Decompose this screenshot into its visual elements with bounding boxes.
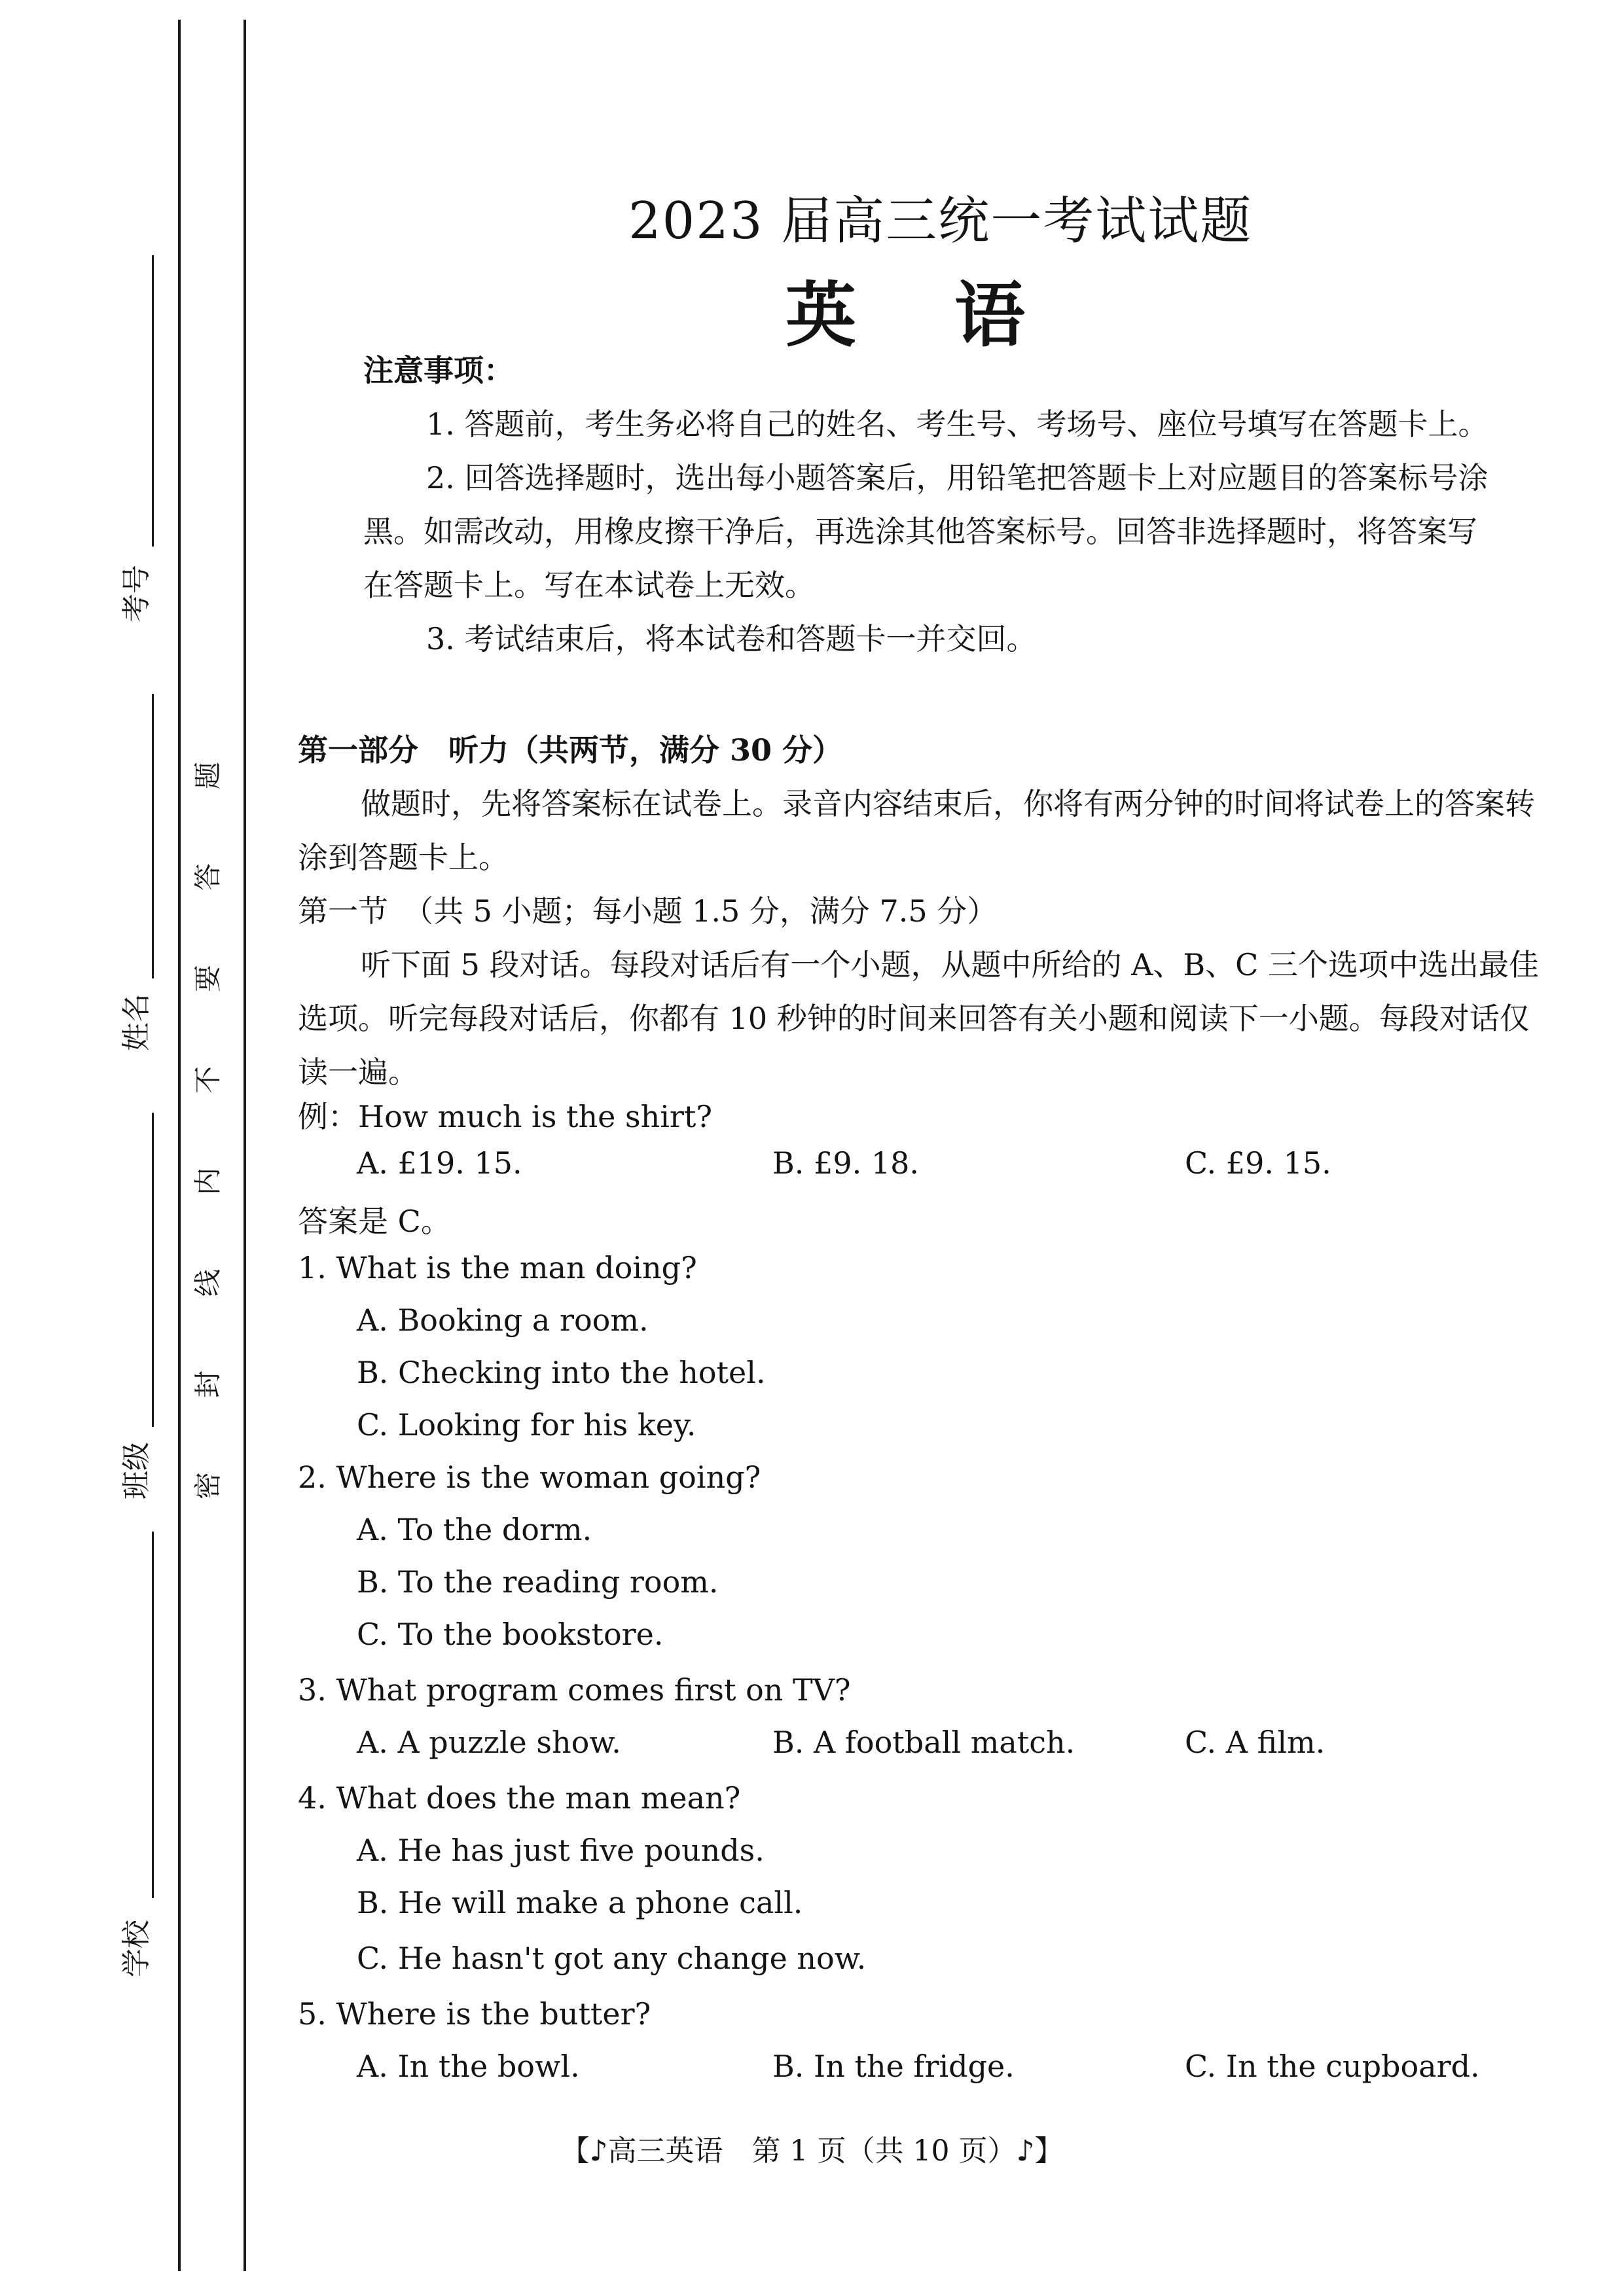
notice-section (363, 344, 1489, 666)
notice-heading: 注意事项： (363, 353, 514, 388)
question-option-a: A. To the dorm. (357, 1512, 592, 1547)
notice-item-3: 3. 考试结束后，将本试卷和答题卡一并交回。 (426, 621, 1037, 656)
page-footer: 【♪高三英语 第 1 页（共 10 页）♪】 (560, 2134, 1064, 2168)
subject-title: 英语 (785, 274, 1124, 357)
question-option-a: A. Booking a room. (357, 1302, 649, 1338)
exam-number-fill-line[interactable] (152, 255, 154, 547)
question-option-c: C. To the bookstore. (357, 1617, 664, 1652)
binding-line-outer (178, 20, 181, 2271)
part1-section (298, 723, 1542, 1099)
question-option-a: A. In the bowl. (357, 2049, 580, 2084)
question-option-a: A. A puzzle show. (357, 1725, 621, 1760)
name-label: 姓名 (120, 994, 153, 1051)
seal-char-8: 密 (192, 1472, 224, 1500)
example-option-b: B. £9. 18. (772, 1145, 919, 1181)
question-stem: 4. What does the man mean? (298, 1780, 741, 1816)
seal-char-5: 内 (192, 1168, 224, 1196)
question-option-b: B. To the reading room. (357, 1564, 719, 1600)
question-stem: 3. What program comes first on TV? (298, 1672, 851, 1708)
class-fill-line[interactable] (152, 1113, 154, 1427)
example-option-a: A. £19. 15. (357, 1145, 522, 1181)
part1-heading: 第一部分 听力（共两节，满分 30 分） (298, 732, 843, 768)
question-stem: 5. Where is the butter? (298, 1996, 651, 2032)
seal-char-7: 封 (192, 1371, 224, 1399)
seal-char-4: 不 (192, 1066, 224, 1094)
binding-line-inner (244, 20, 246, 2271)
question-option-a: A. He has just five pounds. (357, 1833, 765, 1868)
exam-title: 2023 届高三统一考试试题 (628, 192, 1253, 251)
question-option-c: C. Looking for his key. (357, 1407, 696, 1443)
seal-char-2: 答 (192, 863, 224, 891)
part1-intro: 做题时，先将答案标在试卷上。录音内容结束后，你将有两分钟的时间将试卷上的答案转涂到答题卡上。 (298, 786, 1535, 875)
question-option-c: C. In the cupboard. (1185, 2049, 1480, 2084)
seal-char-1: 题 (192, 762, 224, 790)
example-answer: 答案是 C。 (298, 1204, 451, 1239)
question-option-b: B. He will make a phone call. (357, 1885, 803, 1920)
question-option-c: C. A film. (1185, 1725, 1326, 1760)
question-option-b: B. A football match. (772, 1725, 1075, 1760)
example-option-c: C. £9. 15. (1185, 1145, 1331, 1181)
example-question: 例：How much is the shirt? (298, 1099, 713, 1134)
question-option-b: B. In the fridge. (772, 2049, 1015, 2084)
seal-char-6: 线 (192, 1269, 224, 1297)
section1-intro: 听下面 5 段对话。每段对话后有一个小题，从题中所给的 A、B、C 三个选项中选出最佳选项。听完每段对话后，你都有 10 秒钟的时间来回答有关小题和阅读下一小题。每段对话仅读一遍。 (298, 947, 1539, 1090)
class-label: 班级 (120, 1442, 153, 1499)
question-option-b: B. Checking into the hotel. (357, 1355, 766, 1390)
question-option-c: C. He hasn't got any change now. (357, 1941, 867, 1976)
seal-char-3: 要 (192, 965, 224, 993)
exam-number-label: 考号 (120, 565, 153, 622)
notice-item-1: 1. 答题前，考生务必将自己的姓名、考生号、考场号、座位号填写在答题卡上。 (426, 406, 1489, 442)
question-stem: 2. Where is the woman going? (298, 1460, 761, 1495)
question-stem: 1. What is the man doing? (298, 1250, 697, 1285)
school-label: 学校 (120, 1920, 153, 1977)
notice-item-2: 2. 回答选择题时，选出每小题答案后，用铅笔把答题卡上对应题目的答案标号涂黑。如需改动，用橡皮擦干净后，再选涂其他答案标号。回答非选择题时，将答案写在答题卡上。写在本试卷上无效。 (363, 460, 1489, 603)
name-fill-line[interactable] (152, 694, 154, 978)
school-fill-line[interactable] (152, 1532, 154, 1898)
section1-heading: 第一节 （共 5 小题；每小题 1.5 分，满分 7.5 分） (298, 893, 998, 929)
